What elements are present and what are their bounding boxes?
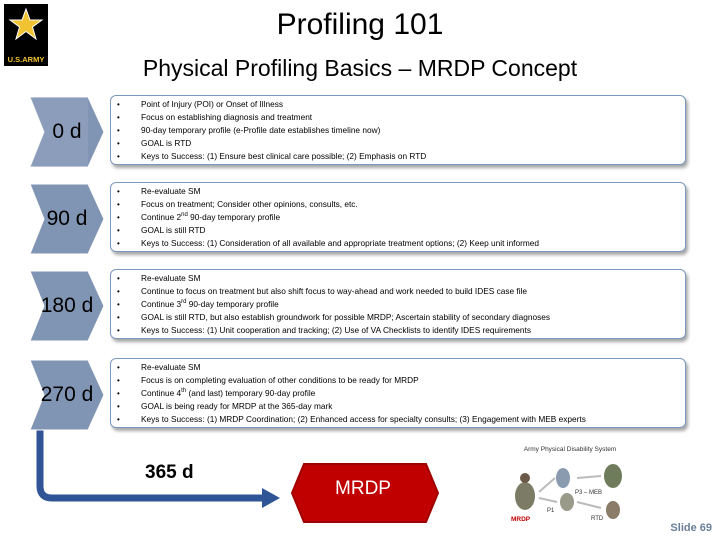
bullet-item: • Keys to Success: (1) MRDP Coordination; (2) Enhanced access for specialty consults; (3) Engagement with MEB experts (117, 413, 685, 426)
stage-chevron (28, 267, 120, 345)
slide-number: Slide 69 (670, 522, 712, 534)
bullet-item (117, 387, 685, 400)
diagram-title: Army Physical Disability System (523, 446, 617, 453)
diagram-p1-label: P1 (547, 508, 555, 514)
bullet-item: • Focus on establishing diagnosis and treatment (117, 111, 685, 124)
bullet-text: (and last) temporary 90-day profile (186, 388, 316, 398)
stage-details (110, 269, 686, 339)
bullet-item: • Continue to focus on treatment but also shift focus to way-ahead and work needed to build IDES case file (117, 285, 685, 298)
bullet-item: • 90-day temporary profile (e-Profile date establishes timeline now) (117, 124, 685, 137)
bullet-item: • Focus is on completing evaluation of other conditions to be ready for MRDP (117, 374, 685, 387)
mrdp-label: MRDP (335, 478, 391, 499)
diagram-mrdp-label: MRDP (511, 516, 531, 523)
stage-details (110, 182, 686, 252)
bullet-item: • Keys to Success: (1) Consideration of all available and appropriate treatment options; (2) Keep unit informed (117, 237, 685, 250)
bullet-item: • GOAL is still RTD (117, 224, 685, 237)
stage-chevron (28, 93, 120, 171)
bullet-item: • Re-evaluate SM (117, 185, 685, 198)
ordinal-suffix: nd (181, 212, 188, 219)
ordinal-suffix: th (181, 388, 187, 395)
bullet-text: Continue 3 (141, 299, 182, 309)
stage-label: 270 d (40, 383, 94, 406)
stage-label: 0 d (52, 120, 82, 143)
bullet-text: Continue 4 (141, 388, 182, 398)
bullet-item: • Point of Injury (POI) or Onset of Illness (117, 98, 685, 111)
stage-details (110, 95, 686, 165)
stage-details (110, 358, 686, 428)
bullet-item: • GOAL is still RTD, but also establish groundwork for possible MRDP; Ascertain stability of secondary diagnoses (117, 311, 685, 324)
stage-chevron (28, 356, 120, 434)
stage-label: 180 d (40, 294, 94, 317)
bullet-item: • Keys to Success: (1) Unit cooperation and tracking; (2) Use of VA Checklists to identify IDES requirements (117, 324, 685, 337)
stage-chevron (28, 180, 120, 258)
final-stage-label: 365 d (145, 462, 194, 483)
ordinal-suffix: rd (181, 299, 187, 306)
disability-system-diagram (505, 446, 635, 532)
bullet-item: • Focus on treatment; Consider other opinions, consults, etc. (117, 198, 685, 211)
diagram-p3-label: P3 – MEB (575, 490, 603, 496)
bullet-text: 90-day temporary profile (186, 299, 279, 309)
bullet-item: • GOAL is being ready for MRDP at the 365-day mark (117, 400, 685, 413)
bullet-item (117, 298, 685, 311)
page-subtitle: Physical Profiling Basics – MRDP Concept (142, 55, 578, 81)
stage-row-180 (28, 267, 688, 345)
diagram-rtd-label: RTD (591, 516, 604, 522)
bullet-text: Continue 2 (141, 212, 182, 222)
stage-row-270 (28, 356, 688, 434)
bullet-text: 90-day temporary profile (187, 212, 281, 222)
stage-label: 90 d (46, 207, 88, 230)
bullet-item: • GOAL is RTD (117, 137, 685, 150)
bullet-item (117, 211, 685, 224)
logo-text: U.S.ARMY (7, 55, 45, 64)
bullet-item: • Re-evaluate SM (117, 272, 685, 285)
stage-row-90 (28, 180, 688, 258)
page-title: Profiling 101 (276, 8, 444, 41)
bullet-item: • Re-evaluate SM (117, 361, 685, 374)
stage-row-0 (28, 93, 688, 171)
bullet-item: • Keys to Success: (1) Ensure best clinical care possible; (2) Emphasis on RTD (117, 150, 685, 163)
